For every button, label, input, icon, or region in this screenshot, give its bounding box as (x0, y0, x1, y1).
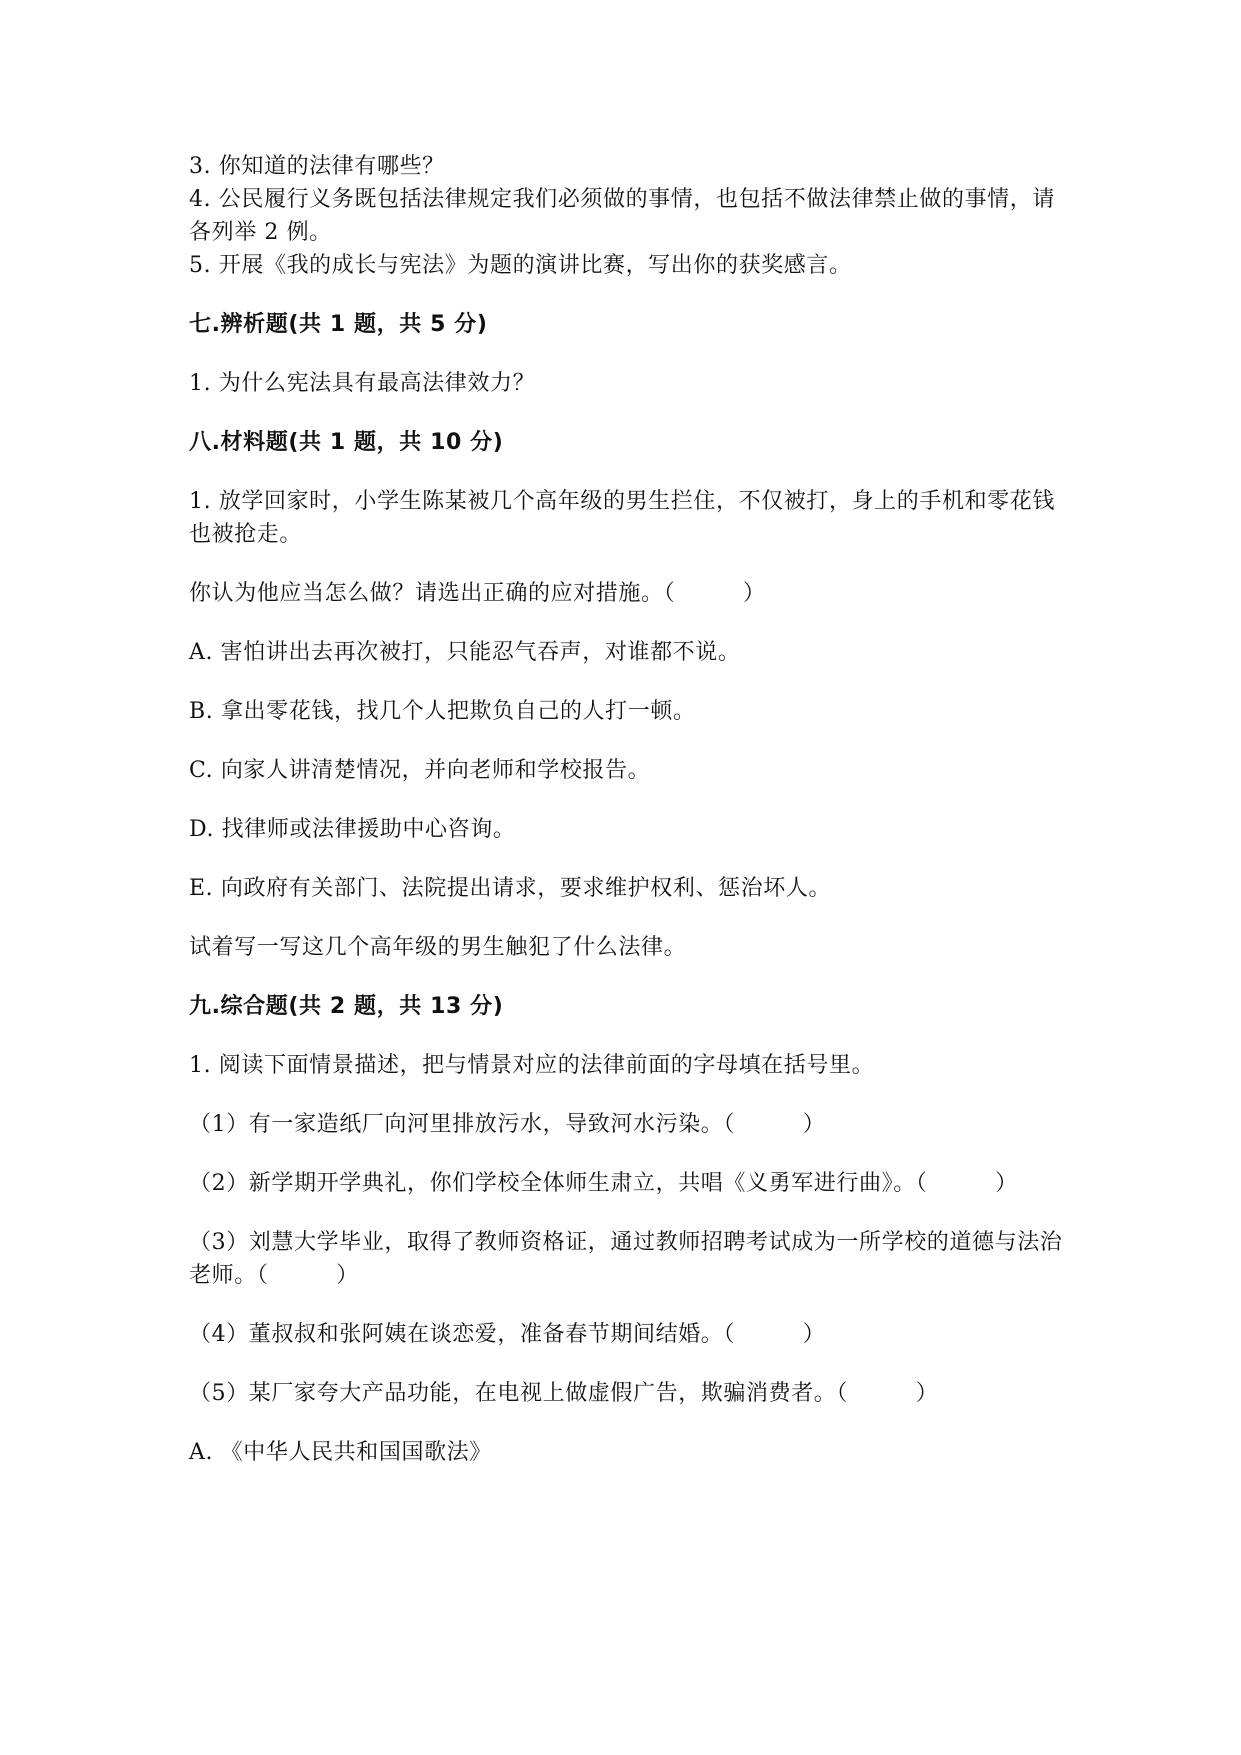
option-c: C. 向家人讲清楚情况，并向老师和学校报告。 (189, 758, 651, 783)
question-9-1: 1. 阅读下面情景描述，把与情景对应的法律前面的字母填在括号里。 (189, 1053, 875, 1078)
question-6-5: 5. 开展《我的成长与宪法》为题的演讲比赛，写出你的获奖感言。 (189, 253, 852, 278)
scenario-4: （4）董叔叔和张阿姨在谈恋爱，准备春节期间结婚。（ ） (189, 1322, 826, 1347)
option-b: B. 拿出零花钱，找几个人把欺负自己的人打一顿。 (189, 699, 696, 724)
question-8-prompt: 你认为他应当怎么做？请选出正确的应对措施。（ ） (189, 581, 766, 606)
option-d: D. 找律师或法律援助中心咨询。 (189, 817, 516, 842)
section-9-heading: 九.综合题(共 2 题，共 13 分) (189, 994, 504, 1019)
law-option-a: A. 《中华人民共和国国歌法》 (189, 1440, 492, 1465)
scenario-1: （1）有一家造纸厂向河里排放污水，导致河水污染。（ ） (189, 1112, 826, 1137)
question-6-3: 3. 你知道的法律有哪些？ (189, 154, 445, 179)
question-8-1: 1. 放学回家时，小学生陈某被几个高年级的男生拦住，不仅被打，身上的手机和零花钱也被抢走。 (189, 489, 1055, 547)
question-6-4: 4. 公民履行义务既包括法律规定我们必须做的事情，也包括不做法律禁止做的事情，请各列举 2 例。 (189, 187, 1055, 245)
question-7-1: 1. 为什么宪法具有最高法律效力？ (189, 371, 536, 396)
exam-page (189, 150, 1069, 1469)
question-8-followup: 试着写一写这几个高年级的男生触犯了什么法律。 (189, 935, 687, 960)
section-8-heading: 八.材料题(共 1 题，共 10 分) (189, 430, 504, 455)
scenario-5: （5）某厂家夸大产品功能，在电视上做虚假广告，欺骗消费者。（ ） (189, 1381, 939, 1406)
option-a: A. 害怕讲出去再次被打，只能忍气吞声，对谁都不说。 (189, 640, 741, 665)
scenario-2: （2）新学期开学典礼，你们学校全体师生肃立，共唱《义勇军进行曲》。（ ） (189, 1171, 1018, 1196)
section-7-heading: 七.辨析题(共 1 题，共 5 分) (189, 312, 488, 337)
option-e: E. 向政府有关部门、法院提出请求，要求维护权利、惩治坏人。 (189, 876, 832, 901)
scenario-3: （3）刘慧大学毕业，取得了教师资格证，通过教师招聘考试成为一所学校的道德与法治老师。（ ） (189, 1230, 1063, 1288)
